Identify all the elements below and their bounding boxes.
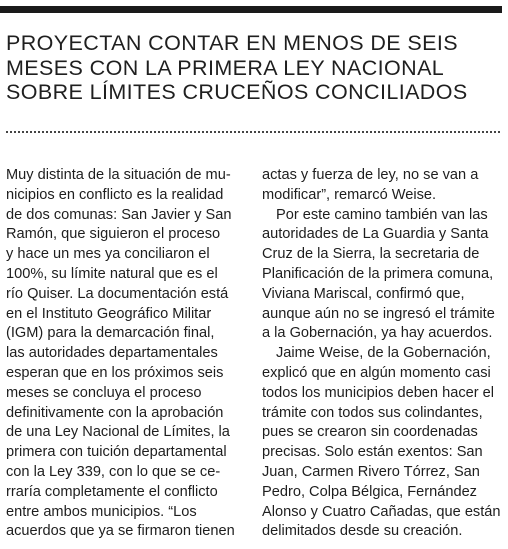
body-line: esperan que en los próximos seis — [6, 364, 224, 381]
headline-line: MESES CON LA PRIMERA LEY NACIONAL — [6, 55, 445, 80]
headline-line: SOBRE LÍMITES CRUCEÑOS CONCILIADOS — [6, 80, 468, 104]
body-line: Juan, Carmen Rivero Tórrez, San — [262, 463, 480, 480]
body-line: aunque aún no se ingresó el trámite — [262, 305, 495, 322]
body-line: trámite con todos sus colindantes, — [262, 404, 483, 421]
headline-line: PROYECTAN CONTAR EN MENOS DE SEIS — [6, 31, 459, 55]
body-line: de dos comunas: San Javier y San — [6, 206, 232, 223]
body-line: acuerdos que ya se firmaron tienen — [6, 523, 235, 540]
body-line: nicipios en conflicto es la realidad — [6, 186, 224, 203]
body-line: 100%, su límite natural que es el — [6, 265, 218, 282]
body-line: todos los municipios deben hacer el — [262, 384, 495, 401]
body-line: pues se crearon sin coordenadas — [262, 424, 478, 441]
body-line: (IGM) para la demarcación final, — [6, 325, 215, 342]
body-line: Jaime Weise, de la Gobernación, — [276, 345, 491, 362]
body-line: rraría completamente el conflicto — [6, 483, 218, 500]
body-line: entre ambos municipios. “Los — [6, 503, 197, 520]
body-line: primera con tuición departamental — [6, 444, 227, 461]
body-column-right — [262, 166, 502, 542]
body-line: Viviana Mariscal, confirmó que, — [262, 285, 465, 302]
body-line: las autoridades departamentales — [6, 345, 218, 362]
body-line: de una Ley Nacional de Límites, la — [6, 424, 230, 441]
body-line: actas y fuerza de ley, no se van a — [262, 167, 479, 183]
body-line: Planificación de la primera comuna, — [262, 265, 494, 282]
top-rule — [0, 6, 502, 13]
body-line: Cruz de la Sierra, la secretaria de — [262, 246, 480, 263]
body-line: definitivamente con la aprobación — [6, 404, 224, 421]
body-line: modificar”, remarcó Weise. — [262, 186, 437, 203]
body-line: río Quiser. La documentación está — [6, 285, 229, 302]
body-line: meses se concluya el proceso — [6, 384, 202, 401]
body-line: autoridades de La Guardia y Santa — [262, 226, 489, 243]
body-line: y hace un mes ya conciliaron el — [6, 246, 210, 263]
body-column-left — [6, 166, 251, 542]
body-line: Ramón, que siguieron el proceso — [6, 226, 221, 243]
body-line: explicó que en algún momento casi — [262, 364, 491, 381]
body-line: precisas. Solo están exentos: San — [262, 444, 483, 461]
body-line: en el Instituto Geográfico Militar — [6, 305, 212, 322]
body-line: Por este camino también van las — [276, 206, 488, 223]
body-line: delimitados desde su creación. — [262, 523, 463, 540]
body-line: Alonso y Cuatro Cañadas, que están — [262, 503, 501, 520]
body-line: Muy distinta de la situación de mu- — [6, 167, 231, 183]
body-line: a la Gobernación, ya hay acuerdos. — [262, 325, 493, 342]
dotted-divider — [6, 131, 500, 133]
body-line: Pedro, Colpa Bélgica, Fernández — [262, 483, 477, 500]
article-headline — [6, 31, 500, 105]
body-line: con la Ley 339, con lo que se ce- — [6, 463, 221, 480]
